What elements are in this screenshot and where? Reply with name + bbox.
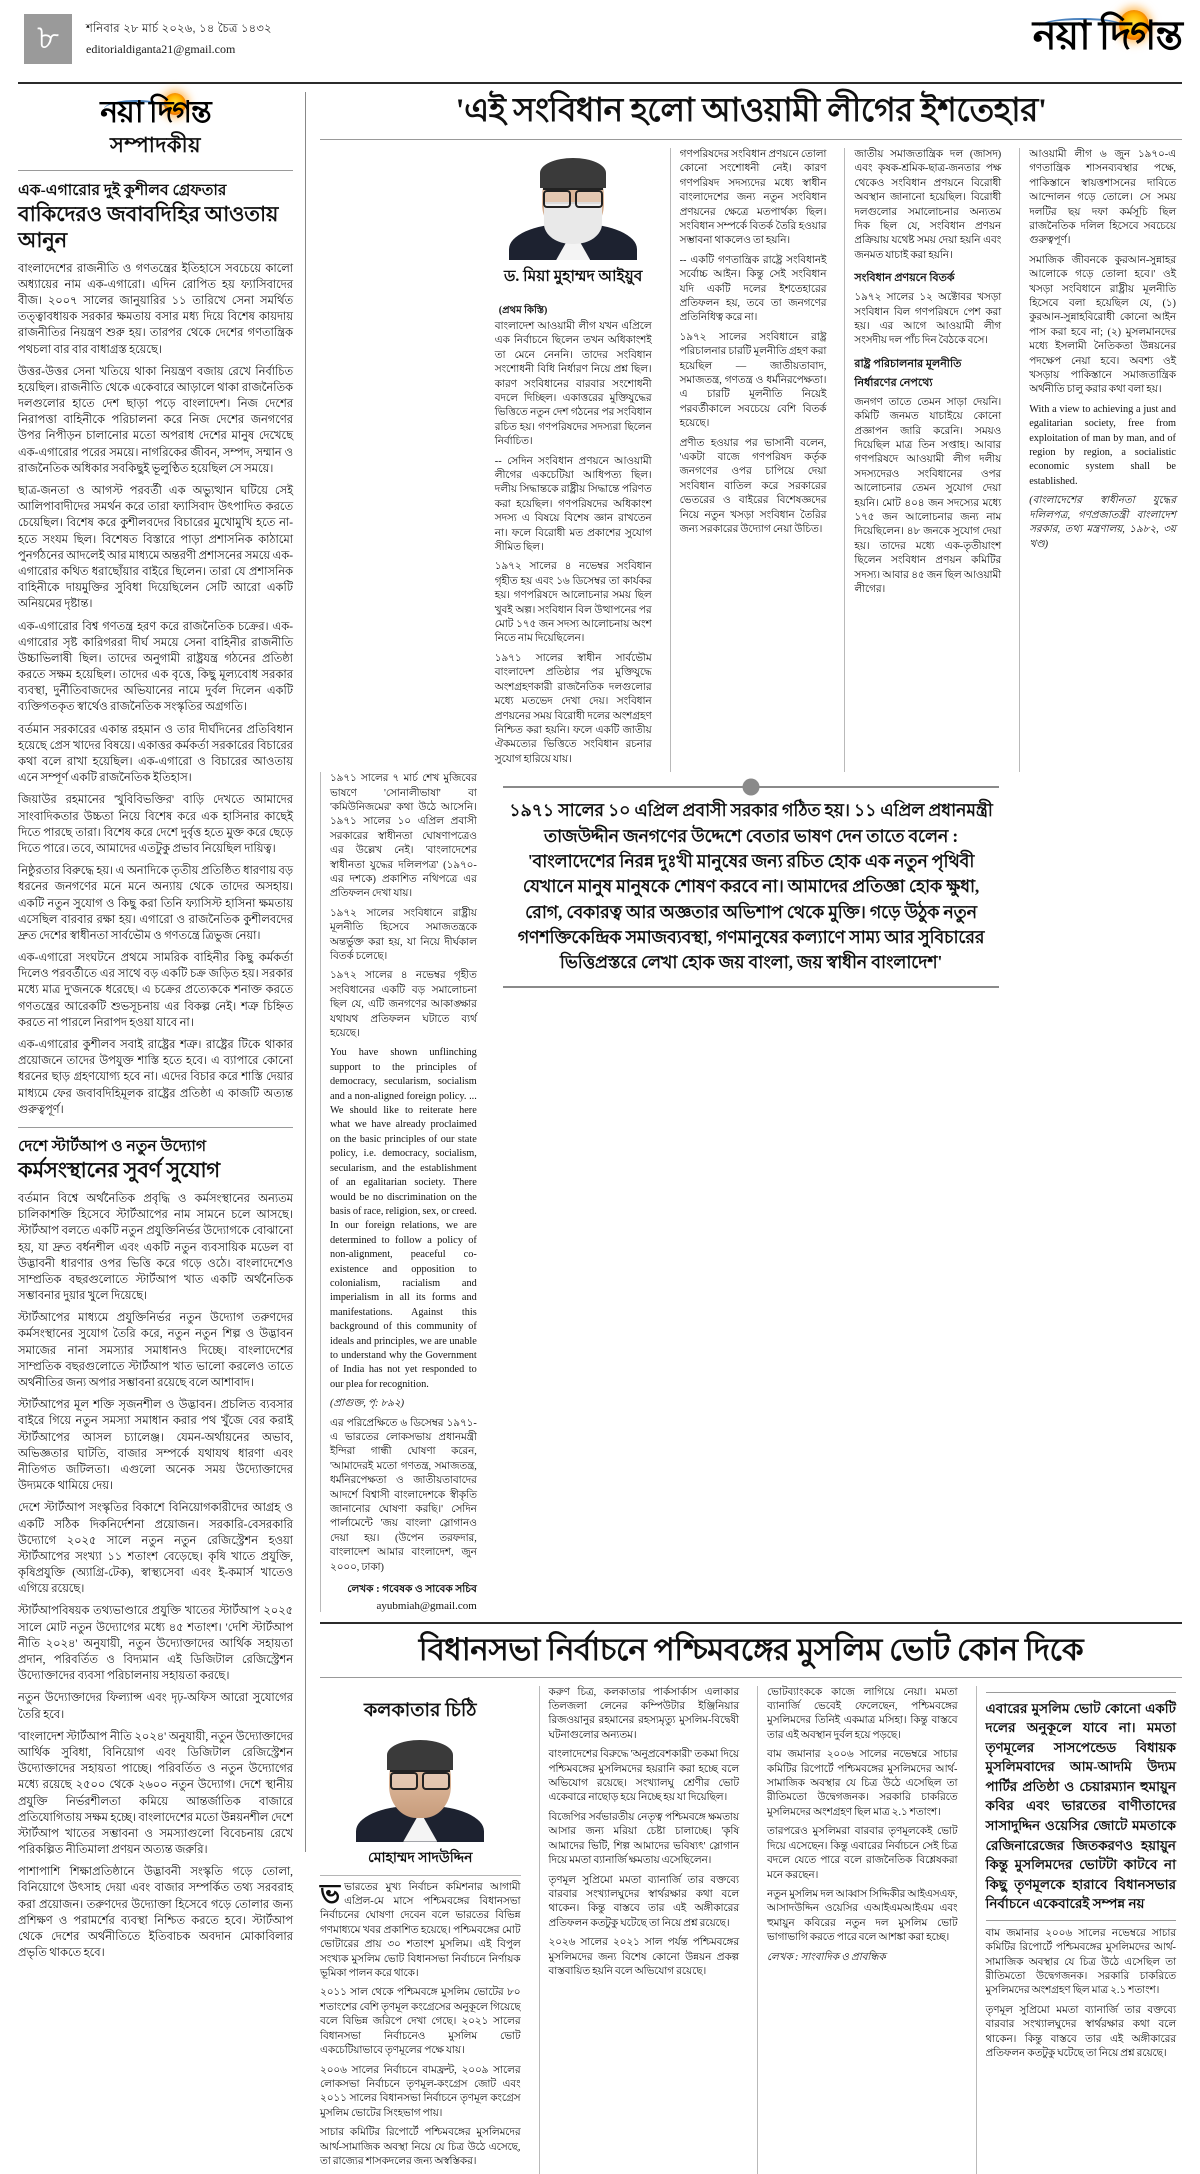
- paragraph: বর্তমান বিশ্বে অর্থনৈতিক প্রবৃদ্ধি ও কর্মসংস্থানের অন্যতম চালিকাশক্তি হিসেবে স্টার্টআপের নাম সামনে চলে আসছে। স্টার্টআপ বলতে একটি নতুন প্রযুক্তিনির্ভর উদ্যোগকে বোঝানো হয়, যা দ্রুত বর্ধনশীল এবং একটি নতুন ব্যবসায়িক মডেল বা উদ্ভাবনী ধারণার ওপর ভিত্তি করে গড়ে ওঠে। বাংলাদেশেও সাম্প্রতিক বছরগুলোতে স্টার্টআপ খাত একটি অর্থনৈতিক সম্ভাবনার দুয়ার খুলে দিয়েছে।: [18, 1192, 293, 1303]
- english-quote: You have shown unflinching support to the principles of democracy, secularism, socialism and a non-aligned foreign policy. ... We should like to reiterate here what we have already proclaimed on the basic principles of our state policy, i.e. democracy, socialism, secularism, and the establishment of an egalitarian society. There would be no discrimination on the basis of race, religion, sex, or creed. In our foreign relations, we are determined to follow a policy of non-alignment, peaceful co-existence and opposition to colonialism, racialism and imperialism in all its forms and manifestations. Against this background of this community of ideals and principles, we are unable to understand why the Government of India has not yet responded to our plea for recognition.: [330, 1047, 477, 1390]
- publication-date: শনিবার ২৮ মার্চ ২০২৬, ১৪ চৈত্র ১৪৩২: [86, 23, 272, 35]
- paragraph: ১৯৭২ সালের ৪ নভেম্বর সংবিধান গৃহীত হয় এবং ১৬ ডিসেম্বর তা কার্যকর হয়। গণপরিষদে আলোচনার সময় ছিল খুবই অল্প। সংবিধান বিল উত্থাপনের পর মোট ১৭৫ জন সদস্য আলোচনায় অংশ নিতে নাম দিয়েছিলেন।: [494, 561, 652, 645]
- paragraph: এক-এগারোর কুশীলব সবাই রাষ্ট্রের শত্রু। রাষ্ট্রের টিকে থাকার প্রয়োজনে তাদের উপযুক্ত শাস্তি হতে হবে। এ ব্যাপারে কোনো ধরনের ছাড় গ্রহণযোগ্য হবে না। এদের বিচার করে শাস্তি দেয়ার মাধ্যমে ফের জবাবদিহিমূলক রাষ্ট্রের প্রতিষ্ঠা এ কাজটি অত্যন্ত গুরুত্বপূর্ণ।: [18, 1039, 293, 1116]
- editorial-flag-divider: [18, 170, 293, 171]
- lead-article-grid: [320, 148, 1182, 1612]
- lead-subhead: সংবিধান প্রণয়নে বিতর্ক: [854, 272, 955, 285]
- lead-author-name: ড. মিয়া মুহাম্মদ আইয়ুব: [504, 267, 643, 285]
- editorial-one-body: [18, 261, 293, 1118]
- paragraph: ১৯৭২ সালের সংবিধানে রাষ্ট্রীয় মূলনীতি হিসেবে সমাজতন্ত্রকে অন্তর্ভুক্ত করা হয়, যা নিয়ে দীর্ঘকাল বিতর্ক চলেছে।: [330, 907, 477, 962]
- lead-col-1: [495, 148, 658, 772]
- editorial-flag: [18, 92, 293, 164]
- second-article-top-divider: [320, 1622, 1182, 1624]
- editorial-two-kicker: দেশে স্টার্টআপ ও নতুন উদ্যোগ: [18, 1137, 207, 1155]
- paragraph: দেশে স্টার্টআপ সংস্কৃতির বিকাশে বিনিয়োগকারীদের আগ্রহ ও একটি সঠিক দিকনির্দেশনা প্রয়োজন। সরকারি-বেসরকারি উদ্যোগে ২০২৫ সালে নতুন নতুন রেজিস্ট্রেশন হওয়া স্টার্টআপের সংখ্যা ১১ শতাংশ বেড়েছে। কৃষি খাতে প্রযুক্তি, কৃষিপ্রযুক্তি (অ্যাগ্রি-টেক), স্বাস্থ্যসেবা এবং ই-কমার্স খাতেও এগিয়ে রয়েছে।: [18, 1502, 293, 1596]
- lead-col-3: [844, 148, 1007, 772]
- english-quote: With a view to achieving a just and egalitarian society, free from exploitation of man by man, and of region by region, a socialistic economic system shall be established.: [1029, 403, 1176, 487]
- paragraph: বাংলাদেশ আওয়ামী লীগ যখন এপ্রিলে এক নির্বাচনে ছিলেন তখন অধিকাংশই তা মেনে নেননি। তাদের সংবিধান সংশোধনী বিধি নির্ধারণ নিয়ে প্রশ্ন ছিল। কারণ সংবিধানের বারবার সংশোধনী বদলে দিচ্ছিল। একাত্তরের মুক্তিযুদ্ধের ভিত্তিতে নতুন দেশ গঠনের পর সংবিধান রচিত হয়। গণপরিষদের সদস্যরা ছিলেন নির্বাচিত।: [494, 320, 652, 448]
- paragraph: ২০০৬ সালের নির্বাচনে বামফ্রন্ট, ২০০৯ সালের লোকসভা নির্বাচনে তৃণমূল-কংগ্রেস জোট এবং ২০১১ সালের বিধানসভা নির্বাচনে তৃণমূল কংগ্রেস মুসলিম ভোটের সিংহভাগ পায়।: [320, 2064, 521, 2119]
- editorial-logo: [100, 96, 210, 128]
- paragraph: নতুন মুসলিম দল আব্বাস সিদ্দিকীর আইএসএফ, আসাদউদ্দিন ওয়েসির এআইএমআইএম এবং হুমায়ুন কবিরের নতুন দল মুসলিম ভোট ভাগাভাগি করতে পারে বলে আশঙ্কা করা হচ্ছে।: [767, 1888, 958, 1944]
- paragraph: বাংলাদেশের বিরুদ্ধে 'অনুপ্রবেশকারী' তকমা দিয়ে পশ্চিমবঙ্গের মুসলিমদের হয়রানি করা হচ্ছে বলে অভিযোগ রয়েছে। সংখ্যালঘু শ্রেণীর ভোট একেবারে নাছোড় হয়ে নিচ্ছে হয় যা দিয়েছিল।: [548, 1749, 739, 1804]
- page-grid: [18, 92, 1182, 2167]
- second-author-name: মোহাম্মদ সাদউদ্দিন: [368, 1850, 473, 1866]
- second-author-photo: [346, 1734, 494, 1842]
- lead-author-email: ayubmiah@gmail.com: [376, 1600, 477, 1613]
- paragraph: -- একটি গণতান্ত্রিক রাষ্ট্রে সংবিধানই সর্বোচ্চ আইন। কিন্তু সেই সংবিধান যদি একটি দলের ইশতেহারের প্রতিফলন হয়, তবে তা জনগণের প্রতিনিধিত্ব করে না।: [679, 254, 827, 324]
- paragraph: বিজেপির সর্বভারতীয় নেতৃত্ব পশ্চিমবঙ্গে ক্ষমতায় আসার জন্য মরিয়া চেষ্টা চালাচ্ছে। 'কৃষি আমাদের ভিটি, শিল্প আমাদের ভবিষ্যৎ' স্লোগান দিয়ে মমতা ব্যানার্জি ক্ষমতায় এসেছিলেন।: [548, 1811, 739, 1867]
- editorial-item-two: [18, 1137, 293, 1961]
- lead-author-kicker: (প্রথম কিস্তি): [498, 304, 548, 316]
- editorial-one-kicker: এক-এগারোর দুই কুশীলব গ্রেফতার: [18, 182, 227, 199]
- masthead-left: [24, 14, 272, 64]
- paragraph: স্টার্টআপের মূল শক্তি সৃজনশীল ও উদ্ভাবন। প্রচলিত ব্যবসার বাইরে গিয়ে নতুন সমস্যা সমাধান করার পথ খুঁজে বের করাই স্টার্টআপের আসল চ্যালেঞ্জ। যেমন-অর্থায়নের অভাব, অভিজ্ঞতার ঘাটতি, বাজার সম্পর্কে যথাযথ ধারণা এবং নীতিগত জটিলতা। এগুলো অনেক সময় উদ্যোক্তাদের উদ্যমকে থামিয়ে দেয়।: [18, 1399, 293, 1493]
- lead-col-5: [320, 772, 483, 1612]
- paragraph: বাম জমানার ২০০৬ সালের নভেম্বরে সাচার কমিটির রিপোর্টে পশ্চিমবঙ্গের মুসলিমদের আর্থ-সামাজিক অবস্থার যে চিত্র উঠে এসেছিল তা রীতিমতো উদ্বেগজনক। সরকারি চাকরিতে মুসলিমদের অংশগ্রহণ ছিল মাত্র ২.১ শতাংশ।: [767, 1749, 958, 1818]
- second-col-2: [539, 1686, 746, 2174]
- paragraph: আওয়ামী লীগ ৬ জুন ১৯৭০-এ গণতান্ত্রিক শাসনব্যবস্থার পক্ষে, পাকিস্তানে স্বায়ত্তশাসনের দাবিতে আন্দোলন গড়ে তোলে। সে সময় দলটির ছয় দফা কর্মসূচি ছিল রাজনৈতিক দলিল হিসেবে সবচেয়ে গুরুত্বপূর্ণ।: [1029, 148, 1176, 247]
- masthead-logo[interactable]: [1033, 14, 1182, 56]
- second-foot-note: লেখক : সাংবাদিক ও প্রাবন্ধিক: [767, 1951, 886, 1963]
- second-article-grid: [320, 1686, 1182, 2174]
- second-col-3: [757, 1686, 964, 2174]
- second-col-4: [976, 1686, 1183, 2174]
- second-col-divider: [320, 1875, 521, 1876]
- paragraph: নিষ্ঠুরতার বিরুদ্ধে হয়। এ অনাদিকে তৃতীয় প্রতিষ্ঠিত ধারণায় বড় ধরনের জনগণের মনে মনে অন্যায় থেকে তাদের অসহায়। একটি নতুন সুযোগ ও কিছু করা তিনি ফ্যাসিস্ট হাসিনা ক্ষমতায় এসেছিল বারবার রক্ষা হয়। এগারো ও রাজনৈতিক কুশীলবদের দ্রুত দেশের স্বাধীনতা সার্বভৌম ও গণতন্ত্রে ত্রিভুজ নেয়া।: [18, 865, 293, 942]
- pull-quote-top-rule: [503, 786, 999, 788]
- masthead-logo-text: নয়া দিগন্ত: [1032, 13, 1182, 58]
- editorial-two-title[interactable]: কর্মসংস্থানের সুবর্ণ সুযোগ: [18, 1158, 220, 1183]
- paragraph: তৃণমূল সুপ্রিমো মমতা ব্যানার্জি তার বক্তব্যে বারবার সংখ্যালঘুদের স্বার্থরক্ষার কথা বলে থাকেন। কিন্তু বাস্তবে তার এই অঙ্গীকারের প্রতিফলন কতটুকু ঘটেছে তা নিয়ে প্রশ্ন রয়েছে।: [548, 1874, 739, 1929]
- author-block: [495, 152, 652, 296]
- paragraph: প্রণীত হওয়ার পর ভাসানী বলেন, 'একটা বাজে গণপরিষদ কর্তৃক জনগণের ওপর চাপিয়ে দেয়া সংবিধান বাতিল করে সরকারের ভেতরের ও বাইরের বিশেষজ্ঞদের নিয়ে নতুন খসড়া সংবিধান তৈরির জন্য সরকারের উদ্যোগ নেয়া উচিত।: [679, 437, 827, 536]
- paragraph: এক-এগারোর বিশ্ব গণতন্ত্র হরণ করে রাজনৈতিক চক্রের। এক-এগারোর সৃষ্ট কারিগররা দীর্ঘ সময়ে সেনা বাহিনীর রাজনীতি উচ্চাভিলাষী ছিল। তাদের অনুগামী রাষ্ট্রযন্ত্র গঠনের প্রতিষ্ঠা করতে সক্ষম হয়েছিল। তাদের এক বৃত্তে, কিছু মূল্যবোধ সরকার ব্যবস্থা, দুর্নীতিবাজদের অভিযানের নামে দুর্বল দিলেন একটি ব্যক্তিগতকৃত স্বার্থেও রাজনৈতিক সংস্কৃতির অগ্রগতি।: [18, 620, 293, 714]
- paragraph: ১৯৭১ সালের ৭ মার্চ শেখ মুজিবের ভাষণে 'সোনালীভাষা' বা 'কমিউনিজমের' কথা উঠে আসেনি। ১৯৭১ সালের ১০ এপ্রিল প্রবাসী সরকারের স্বাধীনতা ঘোষণাপত্রেও এর উল্লেখ নেই। 'বাংলাদেশের স্বাধীনতা যুদ্ধের দলিলপত্র' (১৯৭০-এর দশকে) প্রকাশিত নথিপত্রে এর প্রতিফলন দেখা যায়।: [330, 773, 477, 900]
- paragraph: উত্তর-উত্তর সেনা খতিয়ে থাকা নিয়ন্ত্রণ বজায় রেখে নির্বাচিত হয়েছিল। রাজনীতি থেকে একেবারে আড়ালে থাকা রাজনৈতিক দলগুলোর হাতে দেশ ছাড়া পড়ে বাংলাদেশ। নিজ দেশের নিরাপত্তা বাহিনীকে পরিচালনা করে নিজ দেশের জনগণের উপর নিপীড়ন চালানোর মতো অপরাধ দেশের মানুষ দেখেছে এক-এগারোর পরের সময়ে। নাগরিকের জীবন, সম্পদ, সম্মান ও রাজনৈতিক অধিকার সবকিছুই ভূলুণ্ঠিত হয়েছিল সে সময়ে।: [18, 365, 293, 475]
- author-photo: [499, 152, 647, 260]
- paragraph: পাশাপাশি শিক্ষাপ্রতিষ্ঠানে উদ্ভাবনী সংস্কৃতি গড়ে তোলা, বিনিয়োগে উৎসাহ দেয়া এবং বাজার সম্পর্কিত তথ্য সরবরাহ করা প্রয়োজন। তরুণদের উদ্যোক্তা হিসেবে গড়ে তোলার জন্য প্রশিক্ষণ ও পরামর্শের ব্যবস্থা নিশ্চিত করতে হবে। স্টার্টআপ থেকে দেশের অর্থনীতিতে ইতিবাচক অবদান মোকাবিলার প্রভৃতি থাকতে হবে।: [18, 1866, 293, 1960]
- source-note: (বাংলাদেশের স্বাধীনতা যুদ্ধের দলিলপত্র, গণপ্রজাতন্ত্রী বাংলাদেশ সরকার, তথ্য মন্ত্রণালয়, ১৯৮২, ৩য় খণ্ড): [1029, 495, 1176, 550]
- pull-quote-text: ১৯৭১ সালের ১০ এপ্রিল প্রবাসী সরকার গঠিত হয়। ১১ এপ্রিল প্রধানমন্ত্রী তাজউদ্দীন জনগণের উদ্দেশে বেতার ভাষণ দেন তাতে বলেন : 'বাংলাদেশের নিরন্ন দুঃখী মানুষের জন্য রচিত হোক এক নতুন পৃথিবী যেখানে মানুষ মানুষকে শোষণ করবে না। আমাদের প্রতিজ্ঞা হোক ক্ষুধা, রোগ, বেকারত্ব আর অজ্ঞতার অভিশাপ থেকে মুক্তি। গড়ে উঠুক নতুন গণশক্তিকেন্দ্রিক সমাজব্যবস্থা, গণমানুষের কল্যাণে সাম্য আর সুবিচারের ভিত্তিপ্রস্তরে লেখা হোক জয় বাংলা, জয় স্বাধীন বাংলাদেশ': [509, 800, 993, 973]
- paragraph: ২০২৬ সালের ২০২১ সাল পর্যন্ত পশ্চিমবঙ্গের মুসলিমদের জন্য বিশেষ কোনো উন্নয়ন প্রকল্প বাস্তবায়িত হয়নি বলে অভিযোগ রয়েছে।: [548, 1937, 739, 1977]
- paragraph: 'বাংলাদেশ স্টার্টআপ নীতি ২০২৪' অনুযায়ী, নতুন উদ্যোক্তাদের আর্থিক সুবিধা, বিনিয়োগ এবং ডিজিটাল রেজিস্ট্রেশন উদ্যোক্তাদের সহায়তা পাচ্ছে। পরিবর্তিত ও নতুন উদ্যোগের মধ্যে রয়েছে ২৫০০ থেকে ২৬০০ নতুন উদ্যোগ। দেশে স্থানীয় প্রযুক্তি নির্ভরশীলতা কমিয়ে আন্তর্জাতিক বাজারে প্রতিযোগিতায় সক্ষম হচ্ছে। বাংলাদেশের মতো উন্নয়নশীল দেশে স্টার্টআপ খাতের সম্ভাবনা ও সমস্যাগুলো বিবেচনায় রেখে পরিকল্পিত নীতিমালা প্রণয়ন অত্যন্ত জরুরি।: [18, 1730, 293, 1857]
- paragraph: ভোটব্যাংককে কাজে লাগিয়ে নেয়া। মমতা ব্যানার্জি ভেবেই ফেলেছেন, পশ্চিমবঙ্গের মুসলিমদের তিনিই একমাত্র মসিহা। কিন্তু বাস্তবে তার এই অবস্থান দুর্বল হয়ে পড়ছে।: [767, 1686, 958, 1741]
- author-photo-beard: [544, 202, 602, 244]
- author-photo-hair: [387, 1740, 453, 1770]
- paragraph: ছাত্র-জনতা ও আগস্ট পরবর্তী এক অভ্যুত্থান ঘটিয়ে সেই আলিপাবাদীদের সমর্থন করে তারা ফ্যাসিবাদ উৎপাদিত করতে চেয়েছিল। বিশেষ করে কুশীলবদের বিচারের মুখোমুখি হতে না-হতে সংযম ছিল। বিশেষত বিস্তারে পাড়া প্রশাসনিক কাঠামো পুনর্গঠনের আদলেই আর মাধ্যমে অন্তরণী প্রশাসনের সময়ে এক-এগারোর কথিত ধরাছোঁয়ার বাইরে ছিলেন। তারা যে প্রশাসনিক বাহিনীকে দায়মুক্তির সুবিধা দিয়েছিলেন সেটি আরো একটি অনিয়মের দৃষ্টান্ত।: [18, 485, 293, 611]
- paragraph: স্টার্টআপের মাধ্যমে প্রযুক্তিনির্ভর নতুন উদ্যোগ তরুণদের কর্মসংস্থানের সুযোগ তৈরি করে, নতুন নতুন শিল্প ও উদ্ভাবন সমাজের নানা সমস্যার সমাধানও দিচ্ছে। বাংলাদেশের সাম্প্রতিক বছরগুলোতে স্টার্টআপ খাত ভালো করলেও তাতে অর্থনীতির জন্য অপার সম্ভাবনা রয়েছে বলে আশাবাদ।: [18, 1312, 293, 1390]
- lead-title-divider: [320, 139, 1182, 140]
- paragraph: গণপরিষদের সংবিধান প্রণয়নে তোলা কোনো সংশোধনী নেই। কারণ গণপরিষদ সদস্যদের মধ্যে স্বাধীন বাংলাদেশের জন্য নতুন সংবিধান প্রণয়নের ক্ষেত্রে মতপার্থক্য ছিল। সংবিধান সম্পর্কে বিতর্ক তৈরি হওয়ার সম্ভাবনা থাকলেও তা হয়নি।: [679, 148, 827, 247]
- editorial-two-body: [18, 1191, 293, 1961]
- editorial-item-one: [18, 181, 293, 1118]
- dropcap-letter: ভ: [320, 1878, 341, 1909]
- source-note: (প্রাগুক্ত, পৃ: ৮৯২): [330, 1398, 405, 1410]
- paragraph: ১৯৭২ সালের সংবিধানে রাষ্ট্র পরিচালনার চারটি মূলনীতি গ্রহণ করা হয়েছিল — জাতীয়তাবাদ, সমাজতন্ত্র, গণতন্ত্র ও ধর্মনিরপেক্ষতা। এ চারটি মূলনীতি নিয়েই পরবর্তীকালে সবচেয়ে বেশি বিতর্ক হয়েছে।: [679, 331, 827, 430]
- paragraph: জাতীয় সমাজতান্ত্রিক দল (জাসদ) এবং কৃষক-শ্রমিক-ছাত্র-জনতার পক্ষ থেকেও সংবিধান প্রণয়নে বিরোধী অবস্থান জানানো হয়েছিল। বিরোধী দলগুলোর সমালোচনার অন্যতম দিক ছিল যে, সংবিধান প্রণয়ন প্রক্রিয়ায় যথেষ্ট সময় দেয়া হয়নি এবং জনমত যাচাই করা হয়নি।: [854, 148, 1002, 261]
- masthead: [18, 14, 1182, 76]
- paragraph: স্টার্টআপবিষয়ক তথ্যভাণ্ডারে প্রযুক্তি খাতের স্টার্টআপ ২০২৫ সালে মোট নতুন উদ্যোগের মধ্যে ৪৫ শতাংশ। 'দেশি স্টার্টআপ নীতি ২০২৪' অনুযায়ী, নতুন উদ্যোক্তাদের আর্থিক সহায়তা প্রদান, পরিবর্তিত ও বিদ্যমান এই ডিজিটাল রেজিস্ট্রেশন উদ্যোক্তাদের ব্যবসা পরিচালনায় সহায়তা করছে।: [18, 1605, 293, 1683]
- letter-column-head: কলকাতার চিঠি: [364, 1699, 477, 1721]
- editorial-section-label: সম্পাদকীয়: [110, 133, 201, 157]
- editorial-column: [18, 92, 306, 1960]
- paragraph: ১৯৭২ সালের ১২ অক্টোবর খসড়া সংবিধান বিল গণপরিষদে পেশ করা হয়। এর আগে আওয়ামী লীগ সংসদীয় দল পাঁচ দিন বৈঠকে বসে।: [854, 292, 1002, 347]
- pull-quote-dot: [742, 779, 759, 796]
- paragraph: নতুন উদ্যোক্তাদের ফিল্যান্স এবং দৃঢ়-অফিস আরো সুযোগের তৈরি হবে।: [18, 1692, 293, 1721]
- lead-author-tail: লেখক : গবেষক ও সাবেক সচিব: [347, 1584, 477, 1596]
- second-col-1: [320, 1686, 527, 2174]
- paragraph: এক-এগারো সংঘটনে প্রথমে সামরিক বাহিনীর কিছু কর্মকর্তা দিলেও পরবর্তীতে এর সাথে বড় একটি চক্র জড়িত হয়। সরকার মধ্যে মাত্র দু'জনকে ধরেছে। এ চক্রের প্রত্যেককে শনাক্ত করতে গণতন্ত্রের আরেকটি শুভসূচনায় এর বিকল্প নেই। শত্রু চিহ্নিত করতে না পারলে নিরাপদ হওয়া যাবে না।: [18, 952, 293, 1029]
- editorial-one-title[interactable]: বাকিদেরও জবাবদিহির আওতায় আনুন: [18, 202, 279, 252]
- paragraph: বাংলাদেশের রাজনীতি ও গণতন্ত্রের ইতিহাসে সবচেয়ে কালো অধ্যায়ের নাম এক-এগারো। এদিন রোপিত হয় ফ্যাসিবাদের বীজ। ২০০৭ সালের জানুয়ারির ১১ তারিখে সেনা সমর্থিত তত্ত্বাবধায়ক সরকার ক্ষমতায় বসার মধ্য দিয়ে বিশেষ কায়দায় রাজনীতির নিয়ন্ত্রণ শুরু হয়। তারপর থেকে দেশের গণতান্ত্রিক পথচলা বার বার বাধাগ্রস্ত হয়েছে।: [18, 262, 293, 356]
- paragraph: বর্তমান সরকারের একান্ত রহমান ও তার দীর্ঘদিনের প্রতিবিধান হয়েছে প্রেস খাদের বিষয়ে। একাত্তর কর্মকর্তা সরকারের বিচারের কথা বলে রাখা হয়েছিল। এক-এগারো ও বিচারের আওতায় এনে সম্পূর্ণ একটি রাজনৈতিক ইতিহাস।: [18, 723, 293, 785]
- paragraph: -- সেদিন সংবিধান প্রণয়নে আওয়ামী লীগের একচেটিয়া আধিপত্য ছিল। দলীয় সিদ্ধান্তকে রাষ্ট্রীয় সিদ্ধান্তে পরিণত করা হয়েছিল। গণপরিষদের অধিকাংশ সদস্য এ বিষয়ে বিশেষ জ্ঞান রাখতেন না। ফলে বিরোধী মত প্রকাশের সুযোগ সীমিত ছিল।: [494, 455, 652, 554]
- paragraph: ১৯৭১ সালের স্বাধীন সার্বভৌম বাংলাদেশ প্রতিষ্ঠার পর মুক্তিযুদ্ধে অংশগ্রহণকারী রাজনৈতিক দলগুলোর মধ্যে মতভেদ দেখা দেয়। সংবিধান প্রণয়নের সময় বিরোধী দলের অংশগ্রহণ নিশ্চিত করা হয়নি। ফলে একটি জাতীয় ঐকমত্যের ভিত্তিতে সংবিধান রচনার সুযোগ হারিয়ে যায়।: [494, 652, 652, 765]
- lead-article-title[interactable]: 'এই সংবিধান হলো আওয়ামী লীগের ইশতেহার': [455, 93, 1047, 129]
- paragraph: বাম জমানার ২০০৬ সালের নভেম্বরে সাচার কমিটির রিপোর্টে পশ্চিমবঙ্গের মুসলিমদের আর্থ-সামাজিক অবস্থার যে চিত্র উঠে এসেছিল তা রীতিমতো উদ্বেগজনক। সরকারি চাকরিতে মুসলিমদের অংশগ্রহণ ছিল মাত্র ২.১ শতাংশ।: [985, 1927, 1176, 1997]
- paragraph: জনগণ তাতে তেমন সাড়া দেয়নি। কমিটি জনমত যাচাইয়ে কোনো প্রজ্ঞাপন জারি করেনি। সময়ও দিয়েছিল মাত্র তিন সপ্তাহ। আবার গণপরিষদে আওয়ামী লীগ দলীয় সদস্যদেরও সংবিধানের ওপর আলোচনার তেমন সুযোগ দেয়া হয়নি। মোট ৪০৪ জন সদস্যের মধ্যে ১৭৫ জন আলোচনার জন্য নাম দিয়েছিলেন। ৪৮ জনকে সুযোগ দেয়া হয়। তাদের মধ্যে এক-তৃতীয়াংশ ছিলেন সংবিধান প্রণয়ন কমিটির সদস্য। আবার ৪৫ জন ছিল আওয়ামী লীগের।: [854, 396, 1002, 596]
- author-photo-hair: [540, 158, 606, 188]
- pull-quote-bottom-rule: [503, 986, 999, 988]
- editorial-logo-text: নয়া দিগন্ত: [100, 96, 211, 129]
- second-pull-quote: এবারের মুসলিম ভোট কোনো একটি দলের অনুকূলে যাবে না। মমতা তৃণমূলের সাসপেন্ডেড বিধায়ক মুসলিমবাদের আম-আদমি উদ্যম পার্টির প্রতিষ্ঠা ও চেয়ারম্যান হুমায়ুন কবির এবং ভারতের বাণীতাদের সাসাদুদ্দিন ওয়েসির জোটে মমতাকে রেজিনারেজের জিতকরণও হয়ায়ুন কিন্তু মুসলিমদের ভোটটা কাটবে না কিছু তৃণমূলকে হারাবে বিধানসভার নির্বাচনে একেবারেই সম্পন্ন নয়: [986, 1692, 1177, 1921]
- paragraph: করুণ চিত্র, কলকাতার পার্কসার্কাস এলাকার তিলজলা লেনের কম্পিউটার ইঞ্জিনিয়ার রিজওয়ানুর রহমানের রহস্যমৃত্যু মুসলিম-বিদ্বেষী ঘটনাগুলোর অন্যতম।: [548, 1686, 739, 1741]
- paragraph: সমাজিক জীবনকে কুরআন-সুন্নাহর আলোকে গড়ে তোলা হবে।' ওই খসড়া সংবিধানে রাষ্ট্রীয় মূলনীতি হিসেবে বলা হয়েছিল যে, (১) কুরআন-সুন্নাহবিরোধী কোনো আইন পাস করা হবে না; (২) মুসলমানদের মধ্যে ইসলামী নৈতিকতা উন্নয়নের পদক্ষেপ নেয়া হবে। অবশ্য ওই খসড়ায় পাকিস্তানে সমাজতান্ত্রিক অর্থনীতি চালু করার কথা বলা হয়।: [1029, 254, 1176, 396]
- page-number-badge: ৮: [24, 14, 72, 64]
- paragraph: ২০১১ সাল থেকে পশ্চিমবঙ্গে মুসলিম ভোটের ৮০ শতাংশের বেশি তৃণমূল কংগ্রেসের অনুকূলে গিয়েছে বলে বিভিন্ন জরিপে দেখা গেছে। ২০২১ সালের বিধানসভা নির্বাচনেও মুসলিম ভোট একচেটিয়াভাবে তৃণমূলের পক্ষে যায়।: [320, 1987, 521, 2057]
- glasses-icon: [543, 188, 603, 203]
- editorial-email: editorialdiganta21@gmail.com: [86, 42, 236, 56]
- paragraph-with-dropcap: [320, 1878, 521, 1982]
- paragraph: তারপরেও মুসলিমরা বারবার তৃণমূলকেই ভোট দিয়ে এসেছেন। কিন্তু এবারের নির্বাচনে সেই চিত্র বদলে যেতে পারে বলে রাজনৈতিক বিশ্লেষকরা মনে করছেন।: [767, 1826, 958, 1881]
- paragraph: সাচার কমিটির রিপোর্টে পশ্চিমবঙ্গের মুসলিমদের আর্থ-সামাজিক অবস্থা নিয়ে যে চিত্র উঠে এসেছে, তা রাজ্যের শাসকদলের জন্য অস্বস্তিকর।: [320, 2127, 521, 2167]
- lead-col-2: [670, 148, 833, 772]
- lead-subhead: রাষ্ট্র পরিচালনার মূলনীতি নির্ধারণের নেপথ্যে: [854, 357, 962, 389]
- main-content-column: [306, 92, 1182, 2167]
- masthead-meta: [86, 14, 272, 57]
- lead-col-4: [1019, 148, 1182, 772]
- second-article-title[interactable]: বিধানসভা নির্বাচনে পশ্চিমবঙ্গের মুসলিম ভোট কোন দিকে: [418, 1632, 1084, 1668]
- paragraph: জিয়াউর রহমানের 'খুবিবিভক্তির' বাড়ি দেখতে আমাদের সাংবাদিকতার উচ্চতা নিয়ে বিশেষ করে এক হাসিনার কাছেই দিতে পারছে তারা। বিশেষ করে দেশে দুর্বৃত্ত হতে মুক্ত করে ছেড়ে দিতে পারে। তবে, আমাদের এতটুকু প্রভাব নিয়েছিল দায়িত্ব।: [18, 794, 293, 855]
- paragraph: তৃণমূল সুপ্রিমো মমতা ব্যানার্জি তার বক্তব্যে বারবার সংখ্যালঘুদের স্বার্থরক্ষার কথা বলে থাকেন। কিন্তু বাস্তবে তার এই অঙ্গীকারের প্রতিফলন কতটুকু ঘটেছে তা নিয়ে প্রশ্ন রয়েছে।: [985, 2004, 1176, 2060]
- paragraph: ১৯৭২ সালের ৪ নভেম্বর গৃহীত সংবিধানের একটি বড় সমালোচনা ছিল যে, এটি জনগণের আকাঙ্ক্ষার যথাযথ প্রতিফলন ঘটাতে ব্যর্থ হয়েছে।: [330, 970, 477, 1040]
- editorial-separator: [18, 1127, 293, 1128]
- masthead-divider: [18, 82, 1182, 84]
- lead-pull-quote: [495, 782, 1007, 1602]
- second-article-title-divider: [320, 1677, 1182, 1678]
- paragraph-text: ভারতের মুখ্য নির্বাচন কমিশনার আগামী এপ্রিল-মে মাসে পশ্চিমবঙ্গের বিধানসভা নির্বাচনের ঘোষণা দেবেন বলে ভারতের বিভিন্ন গণমাধ্যমে খবর প্রকাশিত হয়েছে। পশ্চিমবঙ্গের মোট ভোটারের প্রায় ৩০ শতাংশ মুসলিম। এই বিপুল সংখ্যক মুসলিম ভোট বিধানসভা নির্বাচনে নির্ণায়ক ভূমিকা পালন করে থাকে।: [320, 1881, 521, 1980]
- glasses-icon: [390, 1770, 450, 1785]
- paragraph: এর পরিপ্রেক্ষিতে ৬ ডিসেম্বর ১৯৭১-এ ভারতের লোকসভায় প্রধানমন্ত্রী ইন্দিরা গান্ধী ঘোষণা করেন, 'আমাদেরই মতো গণতন্ত্র, সমাজতন্ত্র, ধর্মনিরপেক্ষতা ও জাতীয়তাবাদের আদর্শে বিশ্বাসী বাংলাদেশকে স্বীকৃতি জানানোর ঘোষণা করছি।' সেদিন পার্লামেন্টে 'জয় বাংলা' স্লোগানও দেয়া হয়। (উপেন তরফদার, বাংলাদেশ আমার বাংলাদেশ, জুন ২০০০, ঢাকা): [330, 1417, 477, 1573]
